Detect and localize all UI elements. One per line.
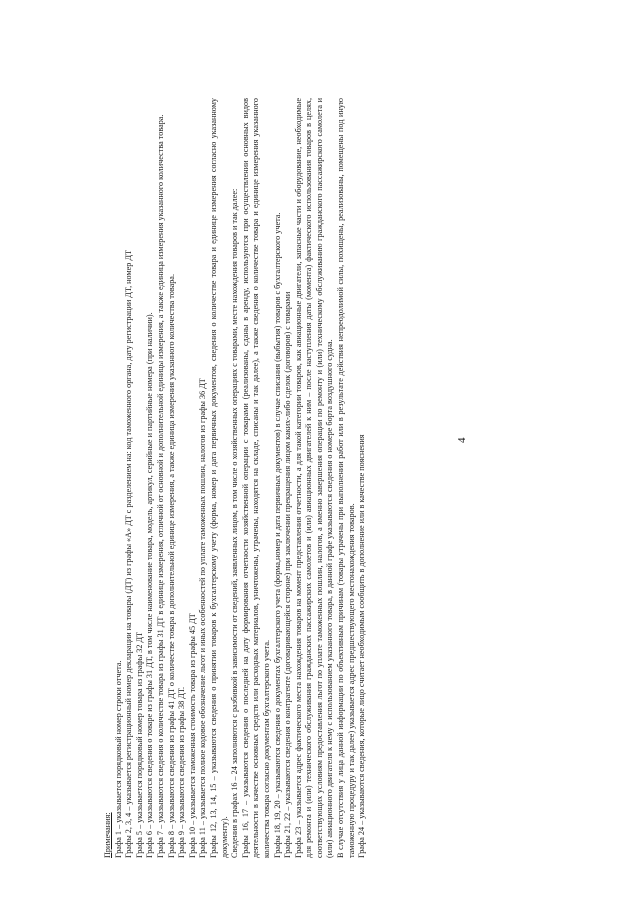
note-line: Графа 9 – указываются сведения из графы 38 ДТ. xyxy=(177,686,187,858)
note-line: Графа 23 – указывается адрес фактического места нахождения товаров на момент представления отчетности, а для такой категории товаров, как авиационные двигатели, запасные части и оборудование, необходимые для ремонта и (или) технического обслуживания гражданских пассажирских самолетов и (или) авиационных двигателей к ним – после наступления даты (момента) фактического использования товаров в целях, соответствующих условиям предоставления льгот по уплате таможенных пошлин, налогов, а именно завершения операции по ремонту и (или) техническому обслуживанию гражданского пассажирского самолета и (или) авиационного двигателя к нему с использованием указанного товара, в данной графе указываются сведения о номере борта воздушного судна. xyxy=(293,98,335,858)
note-line: Графа 8 – указываются сведения из графы 41 ДТ о количестве товара в дополнительной единице измерения, а также единица измерения указанного количества товара. xyxy=(166,274,176,858)
note-line: Графа 6 – указываются сведения о товаре из графы 31 ДТ, в том числе наименование товара, модель, артикул, серийные и партийные номера (при наличии). xyxy=(145,312,155,858)
notes-heading: Примечания: xyxy=(103,812,112,858)
note-line: Графа 5 – указывается порядковый номер товара из графы 32 ДТ xyxy=(134,631,144,858)
note-line: Графы 16, 17 – указываются сведения о последней на дату формирования отчетности хозяйственной операции с товарами (реализованы, сданы в аренду, используются при осуществлении основных видов деятельности в качестве основных средств или расходных материалов, уничтожены, утрачены, находятся на складе, списаны и так далее), а также сведения о количестве товара и единице измерения указанного количества товара согласно документам бухгалтерского учета. xyxy=(240,98,271,858)
note-line: Графы 18, 19, 20 – указываются сведения о документах бухгалтерского учета (форма,номер и дата первичных документов) в случае списания (выбытия) товаров с бухгалтерского учета. xyxy=(272,212,282,858)
note-line: Графы 21, 22 – указываются сведения о контрагенте (договаривающейся стороне) при заключении прекращения лицом каких-либо сделок (договоров) с товарами xyxy=(283,291,293,858)
page-number: 4 xyxy=(456,437,468,443)
note-line: В случае отсутствия у лица данной информации по объективным причинам (товары утрачены при выполнении работ или в результате действия непреодолимой силы, похищены, реализованы, помещены под иную таможенную процедуру и так далее) указывается адрес предшествующего местонахождения товаров. xyxy=(336,98,356,858)
notes-block xyxy=(103,98,573,858)
note-line: Графы 12, 13, 14, 15 – указываются сведения о принятии товаров к бухгалтерскому учету (форма, номер и дата первичных документов, сведения о количестве товара и единице измерения согласно указанному документу). xyxy=(208,98,229,858)
note-line: Сведения в графах 16 – 24 заполняются с разбивкой в зависимости от сведений, заявленных лицом, в том числе о хозяйственных операциях с товарами, месте нахождения товаров и так далее: xyxy=(230,188,240,858)
note-line: Графа 24 – указываются сведения, которые лицо считает необходимым сообщить в дополнение или в качестве пояснения xyxy=(357,434,367,858)
note-line: Графы 2, 3, 4 – указывается регистрационный номер декларации на товары (ДТ) из графы «А» ДТ с разделением на: код таможенного органа, дату регистрации ДТ, номер ДТ xyxy=(124,249,134,858)
note-line: Графа 10 – указывается таможенная стоимость товара из графы 45 ДТ xyxy=(187,613,197,858)
note-line: Графа 1 – указывается порядковый номер строки отчета. xyxy=(113,660,123,858)
note-line: Графа 11 – указывается полное кодовое обозначение льгот и иных особенностей по уплате таможенных пошлин, налогов из графы 36 ДТ xyxy=(198,378,208,858)
note-line: Графа 7 – указываются сведения о количестве товара из графы 31 ДТ в единице измерения, отличной от основной и дополнительной единицы измерения, а также единица измерения указанного количества товара. xyxy=(155,114,165,858)
